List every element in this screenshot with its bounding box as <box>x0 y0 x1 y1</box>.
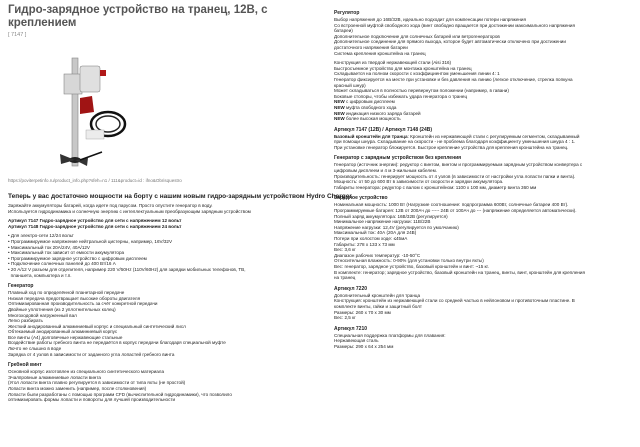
generator-line: Все винты (А4) долговечные нержавеющие стальные <box>8 334 123 340</box>
feature-bullet: • Программируемое зарядное устройство с цифровым дисплеем <box>8 255 147 261</box>
feature-bullet: планшета, компьютера и т.п. <box>10 272 72 278</box>
screw-heading: Гребной винт <box>8 362 42 369</box>
article-7210-heading: Артикул 7210 <box>334 325 368 332</box>
generator2-line: Производительность: генерирует мощность от 4 узлов (в зависимости от настройки угла лопасти папки и винта). <box>334 173 576 179</box>
article-7220-heading: Артикул 7220 <box>334 285 368 292</box>
construction-line: Может складываться в полностью перевернутом положении (например, в гавани) <box>334 88 509 94</box>
regulator-line: Выбор напряжения до 16В/32В, идеально подходит для компенсации потери напряжения <box>334 17 526 22</box>
article-7220-line: Вес: 2,5 кг <box>334 315 356 321</box>
construction-line: Быстросъемное устройство для монтажа кронштейна на транец <box>334 65 472 71</box>
construction-line: Складывается на полном скорости с коэффициентом уменьшения линии 4: 1 <box>334 71 500 77</box>
generator-line: Низкая передача предотвращает высокие обороты двигателя <box>8 295 141 301</box>
feature-bullet: • Для электро-сети 12/24 вольт <box>8 233 74 239</box>
generator-heading: Генератор <box>8 283 34 290</box>
screw-line: (Угол лопасти винта плавно регулируется в зависимости от типа яхты (не простой) <box>8 380 186 386</box>
article-line: Артикул 7147 Гидро-зарядное устройство для сети с напряжением 12 вольт <box>8 218 182 224</box>
article-line: Артикул 7148 Гидро-зарядное устройство для сети с напряжением 24 вольт <box>8 223 182 229</box>
generator-line: Легко разбирать <box>8 318 43 324</box>
feature-bullet: • Программируемое напряжение нейтральной цистерны, например, 16V/32V <box>8 238 173 244</box>
right-column <box>334 10 634 350</box>
article-7220-line: Размеры: 260 x 70 x 30 мм <box>334 309 391 315</box>
screw-line: Эчалпровные алюминиевые лопасти винта <box>8 374 101 380</box>
charger-line: Габариты: 278 x 133 x 73 мм <box>334 241 395 247</box>
product-photo <box>50 56 145 176</box>
product-sku: [ 7147 ] <box>8 32 27 38</box>
construction-line: Генератор фиксируется на месте при установке и без давления на линию (легкое отключение, стрелка попкуна <box>334 76 573 82</box>
feature-bullet: • 20 А/12 V разъем для отделителя, например 220 V/50Hz (110V/60Hz) для зарядки мобильных телефонов, ТВ, <box>8 266 246 272</box>
screw-line: Основной корпус изготовлен из специального синтетического материала <box>8 369 165 375</box>
article-7210-line: Специальная поддержка платформы для плавания: <box>334 332 446 338</box>
article-7220-line: Дополнительный кронштейн для транца <box>334 292 421 298</box>
regulator-line: батареи) <box>334 28 353 34</box>
generator-line: Обтекаемый анодированный алюминиевый корпус <box>8 329 118 335</box>
new-feature: NEW муфта свободного хода <box>334 104 397 110</box>
regulator-line: достаточного напряжения батареи <box>334 44 408 50</box>
article-7220-line: Конструкция: кронштейн из нержавеющей стали со средней частью в нейлоновом и противоточным пластине. В <box>334 298 575 304</box>
new-feature: NEW с цифровым дисплеем <box>334 99 395 105</box>
hydro-generator-image <box>50 56 145 176</box>
generator-line: Зарядка от 4 узлов в зависимости от заданного угла лопастей гребного винта <box>8 351 175 357</box>
generator2-line: Генератор (источник энергии): редуктор с винтом, винтом и программируемым зарядным устройством конвертера с <box>334 162 583 168</box>
regulator-line: Со встроенной муфтой свободного хода (винт свободно вращается при достижении максимального напряжения <box>334 22 575 28</box>
charger-heading: Зарядное устройство <box>334 195 388 202</box>
generator2-line: Мощность: от 50 до 600 Вт в зависимости от скорости и зарядки аккумулятора. <box>334 179 504 185</box>
article-7220-line: комплекте винты, гайки и защитный болт <box>334 303 422 309</box>
generator2-heading: Генератор с зарядным устройством без крепления <box>334 155 462 162</box>
construction-line: Конструкция из твердой нержавеющей стали (Aisi 316) <box>334 60 452 66</box>
regulator-heading: Регулятор <box>334 10 360 16</box>
charger-line: Максимальный ток: 40А (20А для 24В) <box>334 230 417 236</box>
generator-line: Лючто не слышно в воде <box>8 346 62 352</box>
construction-line: Боковые стопоры, чтобы избежать удара генератора о транец <box>334 93 468 99</box>
feature-bullet: • Максимальный ток 20А/24V, 40А/12V <box>8 244 90 250</box>
charger-line: Потери при холостом ходе: ≤45мА <box>334 236 408 241</box>
charger-line: Диапазон рабочих температур: -10-50°С <box>334 252 421 258</box>
article-7210-line: Нержавеющая сталь <box>334 338 379 344</box>
generator-line: Жесткий анодированный алюминиевый корпус и специальный синтетический лисл <box>8 323 186 329</box>
feature-bullet: • Максимальный ток зависит от емкости аккумулятора <box>8 250 125 256</box>
screw-line: Лопасти винта можно заменить (например, после столкновения) <box>8 386 147 392</box>
charger-line: В комплекте: генератор; зарядное устройство, базовый кронштейн на транец, винты, винт, кронштейн для крепления <box>334 269 585 275</box>
article-7210-line: Размеры: 290 x 64 x 254 мм <box>334 343 394 349</box>
bracket-line: При установке генератор блокируется. Быстрое крепление устройства для крепления кронштейна на транец. <box>334 144 569 150</box>
intro-line: Используется гидродинамика и солнечную энергию с интеллектуальным преобразующим зарядным устройством <box>8 208 251 214</box>
headline: Теперь у вас достаточно мощности на борту с нашим новым гидро-зарядным устройством Hydro Charger <box>8 193 352 200</box>
generator-line: Многоходовой нагруженный вал <box>8 312 77 318</box>
intro-line: Заряжайте аккумуляторы батарей, когда идете под парусом. Просто опустите генератор в воду. <box>8 203 213 208</box>
generator2-line: цифровым дисплеем и 4 м 3-жильным кабелем. <box>334 168 438 174</box>
charger-line: Полный заряд аккумулятора: 16В/32В (регулируется) <box>334 213 448 219</box>
charger-line: Напряжение нагрузки: 12,4V (регулируется по умолчанию) <box>334 224 459 230</box>
screw-line: оптимизировать формы лопасти и повороты для лучшей производительности <box>8 397 176 403</box>
regulator-line: Дополнительное подключение для солнечных батарей или ветрогенераторов <box>334 33 500 39</box>
construction-line: красный шнур) <box>334 82 366 88</box>
screw-line: Лопасти были разработаны с помощью программ CFD (вычислительной гидродинамики), что позволило <box>8 391 232 397</box>
generator2-line: Габариты генератора: редуктор с валом с кронштейном: 1100 x 100 мм, диаметр винта 360 мм <box>334 184 537 190</box>
charger-line: Вес: 3,6 кг <box>334 247 356 253</box>
charger-line: Относительная влажность: 0-90% (для установки только внутри яхты) <box>334 258 484 264</box>
charger-line: Программируемые батарея: 12В от 200Ач до ----- 24В от 100Ач до --- (напряжение определяется автоматически). <box>334 208 577 214</box>
article-heading: Артикул 7147 (12В) / Артикул 7148 (24В) <box>334 126 433 133</box>
page-title: Гидро-зарядное устройство на транец, 12В, с креплением <box>8 4 268 29</box>
new-feature: NEW более высокая мощность <box>334 116 401 122</box>
new-feature: NEW индикация низкого заряда батарей <box>334 110 421 116</box>
generator-line: Воздействие работы гребного винта не передаётся в корпус передачи благодаря специальной муфте <box>8 340 226 346</box>
bracket-line: при помощи шнура. Складывание на скорости - не проблема благодаря коэффициенту уменьшения шнура 4 : 1. <box>334 139 576 145</box>
generator-line: Двойные уплотнения (из 2 уплотнительных колец) <box>8 306 116 312</box>
regulator-line: Дополнительное соединение для прямого выхода, которое будет автоматически отключено при достижении <box>334 39 566 45</box>
bracket-line: Базовый кронштейн для транца: Кронштейн из нержавеющей стали с регулируемым сегментом, складываемый <box>334 133 580 139</box>
charger-line: Номинальная мощность: 1000 Вт (Нагрузкие соотношение: подпрограмма 600Вт, солнечные батареи 400 Вт). <box>334 202 569 208</box>
charger-line: на транец <box>334 275 356 281</box>
feature-bullet: • Подключение солнечных панелей до 400 Вт/16 А <box>8 261 116 267</box>
charger-line: Вес: генератор, зарядное устройство, базовый кронштейн и винт: ~15 кг. <box>334 263 489 269</box>
charger-line: Минимальное напряжение нагрузки: 11В/22В <box>334 219 431 225</box>
product-link[interactable]: https://poviterpetinfo.ru/product_info.php?sfeh=n1 / 111&product=id : ifno&Obrisquestro <box>8 178 182 183</box>
regulator-line: Система крепления кронштейна на транец <box>334 50 426 56</box>
generator-line: Плавный ход по определённой планетарной передаче <box>8 290 125 296</box>
generator-line: Оптимизированная производительность за счёт конкретной передачи <box>8 301 158 307</box>
